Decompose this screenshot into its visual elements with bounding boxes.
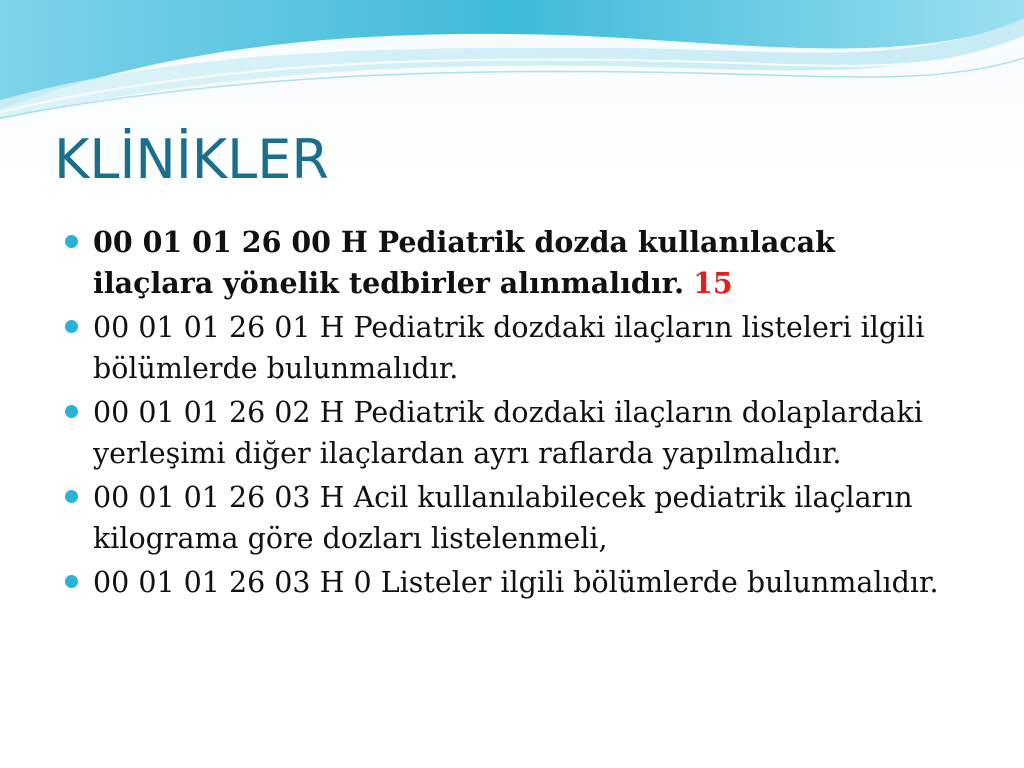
bullet-item	[62, 392, 962, 474]
bullet-item	[62, 307, 962, 389]
bullet-text: 00 01 01 26 03 H Acil kullanılabilecek pediatrik ilaçların kilograma göre dozları listelenmeli,	[93, 481, 913, 555]
bullet-text: 00 01 01 26 01 H Pediatrik dozdaki ilaçların listeleri ilgili bölümlerde bulunmalıdır.	[93, 311, 925, 385]
bullet-text: 00 01 01 26 02 H Pediatrik dozdaki ilaçların dolaplardaki yerleşimi diğer ilaçlardan ayrı raflarda yapılmalıdır.	[93, 396, 923, 470]
bullet-dot-icon	[65, 575, 78, 588]
slide-title: KLİNİKLER	[54, 128, 329, 191]
bullet-dot-icon	[65, 235, 78, 248]
reference-number: 15	[693, 266, 733, 300]
bullet-dot-icon	[65, 405, 78, 418]
bullet-item	[62, 222, 962, 304]
bullet-text: 00 01 01 26 03 H 0 Listeler ilgili bölümlerde bulunmalıdır.	[93, 566, 939, 599]
bullet-item	[62, 477, 962, 559]
bullet-dot-icon	[65, 320, 78, 333]
bullet-text: 00 01 01 26 00 H Pediatrik dozda kullanılacak ilaçlara yönelik tedbirler alınmalıdır.	[93, 225, 835, 300]
bullet-item	[62, 562, 962, 603]
wave-decoration	[0, 0, 1024, 130]
bullet-list	[62, 222, 962, 606]
bullet-dot-icon	[65, 490, 78, 503]
